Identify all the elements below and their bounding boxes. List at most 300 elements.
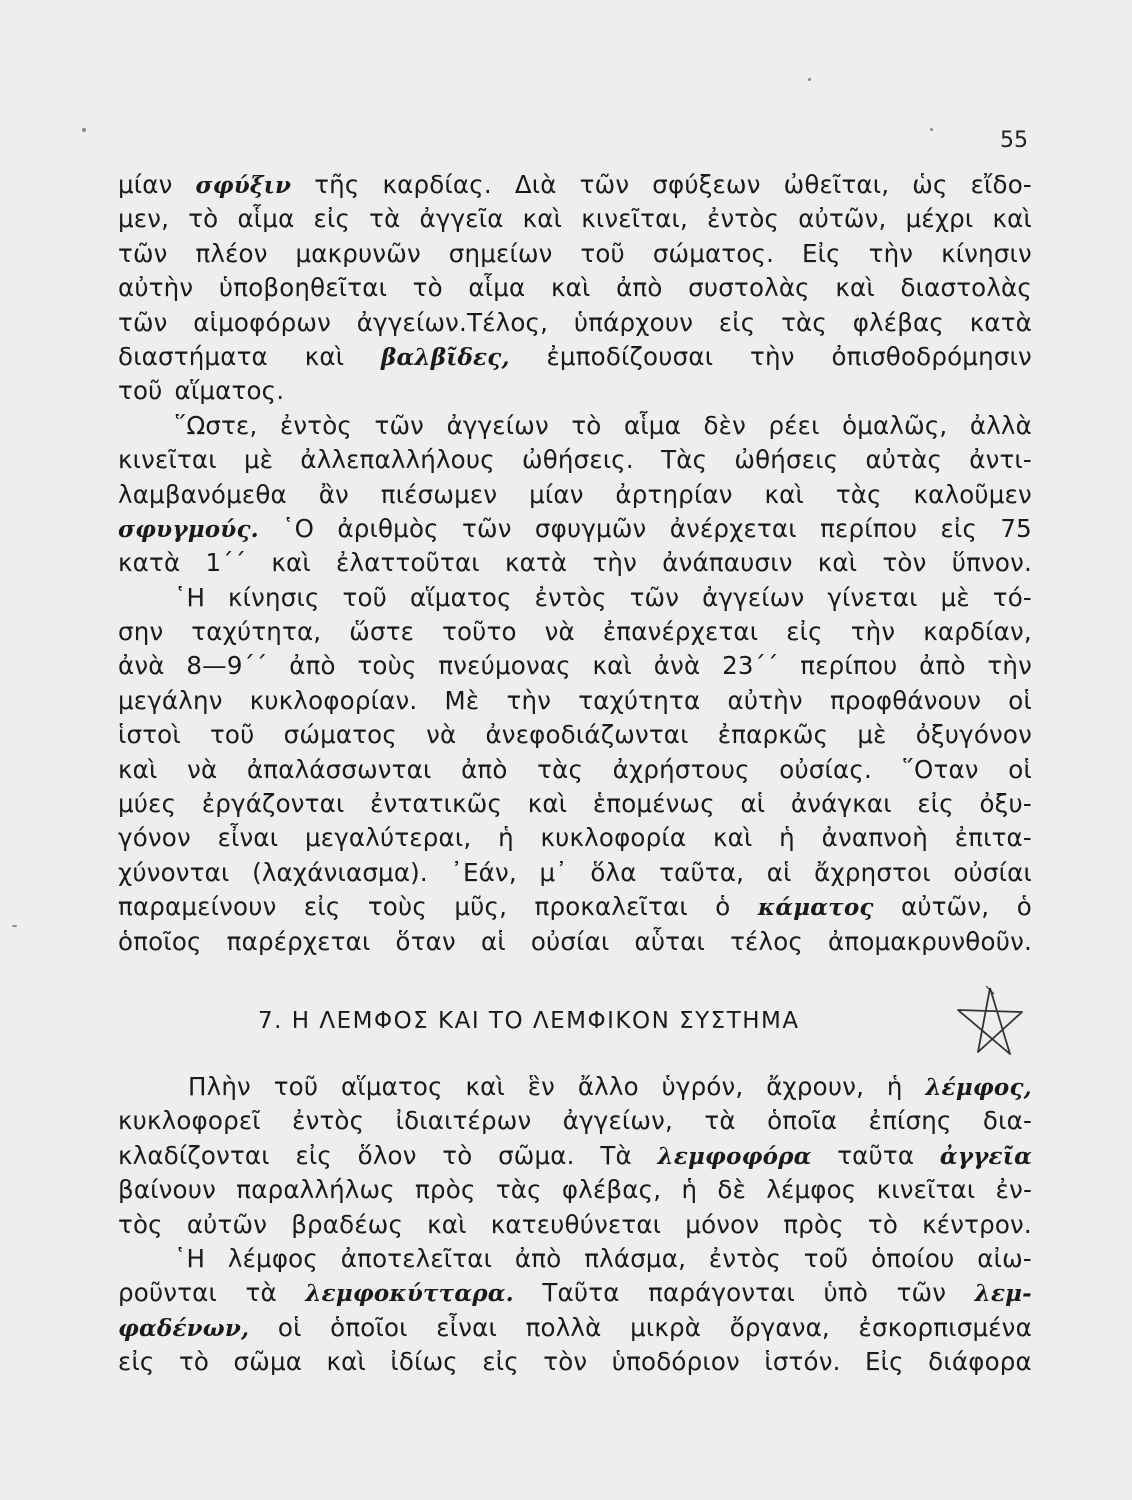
- word: τοῦ: [273, 1072, 319, 1101]
- word: ἀναπνοὴ: [821, 823, 928, 853]
- word: αὐτὰς: [865, 445, 943, 475]
- word: τὴν: [987, 651, 1032, 681]
- text-line: [118, 821, 1032, 855]
- text-line: [118, 340, 1032, 374]
- word: τὰ: [245, 1278, 277, 1308]
- word: καὶ: [465, 1072, 505, 1101]
- word: καρδίαν,: [923, 617, 1032, 647]
- word: κινεῖται: [118, 445, 217, 475]
- word: τῶν: [579, 170, 630, 199]
- word: λέμφος: [227, 1243, 318, 1273]
- text-line: [118, 787, 1032, 821]
- word: ῞Ωστε,: [174, 410, 258, 440]
- word: τό-: [992, 582, 1032, 612]
- word: δια-: [982, 1106, 1032, 1136]
- word: ταῦτα: [837, 1140, 915, 1170]
- word: ἐπαρκῶς: [717, 720, 829, 750]
- word: ἐντὸς: [279, 410, 353, 440]
- word: κατὰ: [504, 548, 568, 578]
- word: κατευθύνεται: [490, 1209, 662, 1239]
- text-line: [118, 684, 1032, 718]
- emphasized-term: κάματος: [757, 894, 874, 922]
- word: τὸ: [867, 1209, 899, 1239]
- word: τὸν: [882, 548, 927, 578]
- word: ἐντὸς: [707, 204, 780, 234]
- word: τὸν: [543, 1347, 588, 1377]
- word: τοὺς: [367, 892, 427, 922]
- word: βαίνουν: [118, 1175, 217, 1205]
- word: καὶ: [527, 789, 568, 819]
- word: τὴν: [850, 617, 896, 647]
- word: οὐσίαι: [530, 926, 610, 956]
- word: οὐσίαι: [953, 857, 1032, 887]
- word: ἰδιαιτέρων: [395, 1106, 532, 1136]
- text-line: [118, 718, 1032, 752]
- text-line: [118, 202, 1032, 236]
- word: μῦς,: [454, 892, 508, 922]
- word: ὑπάρχουν: [573, 307, 694, 337]
- text-line: [118, 168, 1032, 202]
- word: ὁποῖα: [767, 1106, 838, 1136]
- word: πρὸς: [415, 1175, 476, 1205]
- word: ἀνεφοδιάζωνται: [485, 720, 689, 750]
- word: κατὰ: [969, 307, 1032, 337]
- word: (λαχάνιασμα).: [252, 857, 428, 887]
- word: εἰς: [786, 617, 823, 647]
- word: ὥστε: [349, 617, 415, 647]
- word: ἀπὸ: [461, 754, 508, 784]
- word: νὰ: [426, 720, 457, 750]
- word: ἐντὸς: [534, 582, 607, 612]
- word: ὑπὸ: [823, 1278, 869, 1308]
- word: εἰς: [303, 892, 341, 922]
- word: κίνησις: [228, 582, 320, 612]
- word: μ᾿: [539, 857, 568, 887]
- word: οἱ: [277, 1312, 302, 1342]
- word: πρὸς: [783, 1209, 844, 1239]
- word: ἄλλο: [577, 1072, 639, 1101]
- word: Εἰς: [802, 238, 841, 268]
- word: καὶ: [817, 548, 858, 578]
- word: τῆς: [314, 170, 360, 199]
- text-line: [118, 581, 1032, 615]
- word: καὶ: [712, 823, 753, 853]
- word: ἐργάζονται: [201, 789, 345, 819]
- text-line: [118, 753, 1032, 787]
- emphasized-term: σφύξιν: [195, 172, 292, 199]
- word: αἰω-: [977, 1243, 1032, 1273]
- word: ὁποῖοι: [330, 1312, 408, 1342]
- word: Τὰς: [661, 445, 708, 475]
- word: ἀριθμὸς: [337, 513, 439, 543]
- word: ὅταν: [395, 926, 456, 956]
- word: περίπου: [800, 651, 898, 681]
- word: ὁποίου: [871, 1243, 955, 1273]
- word: ὡς: [912, 170, 948, 199]
- word: δὲ: [717, 1175, 747, 1205]
- word: ἀπὸ: [919, 651, 966, 681]
- word: οὐσίας.: [779, 754, 872, 784]
- word: τὴν: [750, 341, 795, 371]
- word: ὁ: [715, 892, 731, 922]
- word: χύνονται: [118, 857, 230, 887]
- word: παρέρχεται: [226, 926, 371, 956]
- word: καὶ: [592, 651, 632, 681]
- word: νὰ: [187, 754, 218, 784]
- word: τῶν: [118, 307, 168, 337]
- word: βραδέως: [291, 1209, 404, 1239]
- paragraphs-circulation: [118, 168, 1032, 959]
- word: καὶ: [427, 1209, 467, 1239]
- word: μίαν: [118, 170, 173, 199]
- word: αἵματος: [341, 1072, 443, 1101]
- word: ἐντατικῶς: [370, 789, 503, 819]
- word: σῶμα: [233, 1347, 303, 1377]
- emphasized-term: σφυγμούς.: [118, 515, 259, 543]
- section-heading: 7. Η ΛΕΜΦΟΣ ΚΑΙ ΤΟ ΛΕΜΦΙΚΟΝ ΣΥΣΤΗΜΑ: [258, 1008, 800, 1034]
- word: ἀγγείων.Τέλος,: [356, 307, 549, 337]
- word: ἓν: [527, 1072, 556, 1101]
- word: ἀχρήστους: [612, 754, 750, 784]
- word: εἰς: [313, 204, 351, 234]
- word: ὑποβοηθεῖται: [218, 273, 388, 303]
- word: 8—9΄΄: [186, 651, 268, 681]
- word: ἐπιτα-: [954, 823, 1032, 853]
- word: καὶ: [271, 548, 311, 578]
- word: εἰς: [118, 1347, 155, 1377]
- word: ἱστοὶ: [118, 720, 181, 750]
- word: καλοῦμεν: [913, 479, 1032, 509]
- word: πνεύμονας: [438, 651, 571, 681]
- word: τὸ: [571, 410, 602, 440]
- word: παραμείνουν: [118, 892, 277, 922]
- word: τῶν: [896, 1278, 947, 1308]
- text-line: [118, 306, 1032, 340]
- word: παραλλήλως: [236, 1175, 395, 1205]
- word: αἵματος: [409, 582, 512, 612]
- word: Διὰ: [514, 170, 557, 199]
- word: Μὲ: [444, 685, 480, 715]
- word: τῶν: [462, 513, 512, 543]
- word: φλέβας,: [561, 1175, 662, 1205]
- word: μεγάλην: [118, 685, 223, 715]
- text-line: [118, 1242, 1032, 1276]
- word: τὰς: [781, 307, 827, 337]
- word: ἐπίσης: [868, 1106, 952, 1136]
- word: οἱ: [1008, 754, 1032, 784]
- word: αἱμοφόρων: [193, 307, 332, 337]
- text-line: [118, 1345, 1032, 1379]
- word: καὶ: [992, 204, 1032, 234]
- word: καὶ: [118, 754, 158, 784]
- emphasized-term: λεμφοφόρα: [657, 1142, 812, 1170]
- word: ἡ: [886, 1072, 903, 1101]
- word: ταχύτητα,: [191, 617, 322, 647]
- word: τὸς: [118, 1209, 163, 1239]
- text-line: [118, 512, 1032, 546]
- word: ῾Ο: [282, 513, 315, 543]
- word: 23΄΄: [722, 651, 779, 681]
- emphasized-term: βαλβῖδες,: [381, 343, 510, 371]
- word: ἀλλεπαλλήλους: [300, 445, 495, 475]
- word: ἀντι-: [969, 445, 1032, 475]
- word: παράγονται: [648, 1278, 796, 1308]
- emphasized-term: λεμ-: [974, 1280, 1032, 1308]
- word: γόνον: [118, 823, 191, 853]
- word: μόνον: [685, 1209, 760, 1239]
- word: Εἰς: [865, 1347, 904, 1377]
- margin-speck: [808, 78, 811, 81]
- word: τοὺς: [357, 651, 417, 681]
- word: αἵματος.: [174, 376, 285, 406]
- word: τὸ: [178, 1347, 210, 1377]
- word: πλάσμα,: [584, 1243, 687, 1273]
- word: ὁμαλῶς,: [842, 410, 948, 440]
- word: ὠθήσεις: [734, 445, 839, 475]
- text-line: [118, 1104, 1032, 1138]
- word: ἀπαλάσσωνται: [246, 754, 432, 784]
- paragraphs-lymph: [118, 1070, 1032, 1380]
- word: τὸ: [188, 204, 219, 234]
- word: μὲ: [243, 445, 274, 475]
- word: ταχύτητα: [578, 685, 701, 715]
- word: τὴν: [506, 685, 552, 715]
- text-line: [118, 374, 1032, 408]
- word: σφυγμῶν: [534, 513, 647, 543]
- emphasized-term: φαδένων,: [118, 1314, 250, 1342]
- word: καὶ: [522, 204, 563, 234]
- word: αἷμα: [623, 410, 681, 440]
- word: μίαν: [529, 479, 584, 509]
- word: κυκλοφορία: [540, 823, 687, 853]
- word: ἀπὸ: [514, 1243, 562, 1273]
- word: ἡ: [498, 823, 514, 853]
- word: ἀνάπαυσιν: [662, 548, 793, 578]
- word: εἴδο-: [970, 170, 1032, 199]
- word: κλαδίζονται: [118, 1140, 270, 1170]
- word: αἷμα: [468, 273, 526, 303]
- word: ἀπὸ: [616, 273, 663, 303]
- word: ῾Η: [174, 1243, 206, 1273]
- word: περίπου: [820, 513, 918, 543]
- word: μὲ: [940, 582, 970, 612]
- word: ὁ: [1016, 892, 1032, 922]
- word: μύες: [118, 789, 177, 819]
- word: Τὰ: [600, 1140, 632, 1170]
- word: ὁποῖος: [118, 926, 202, 956]
- word: αὐτὴν: [727, 685, 803, 715]
- word: ἡ: [681, 1175, 698, 1205]
- word: σην: [118, 617, 164, 647]
- word: Πλὴν: [188, 1072, 251, 1101]
- word: σώματος: [283, 720, 397, 750]
- word: σημείων: [448, 238, 553, 268]
- word: εἰς: [917, 789, 954, 819]
- text-line: [118, 443, 1032, 477]
- word: πολλὰ: [525, 1312, 602, 1342]
- word: Ταῦτα: [542, 1278, 620, 1308]
- word: νὰ: [544, 617, 575, 647]
- word: ὀξυγόνον: [915, 720, 1032, 750]
- word: τὴν: [868, 238, 914, 268]
- margin-speck: [12, 925, 17, 927]
- handdrawn-star-mark-icon: [950, 982, 1030, 1062]
- word: τοῦ: [342, 582, 388, 612]
- word: ὀπισθοδρόμησιν: [831, 341, 1032, 371]
- text-line: [118, 1276, 1032, 1310]
- word: πιέσωμεν: [380, 479, 498, 509]
- word: ῞Οταν: [901, 754, 979, 784]
- word: προφθάνουν: [829, 685, 982, 715]
- word: ἀρτηρίαν: [615, 479, 733, 509]
- word: ἀγγείων,: [562, 1106, 674, 1136]
- word: ἄχρηστοι: [814, 857, 931, 887]
- word: ἰδίως: [390, 1347, 458, 1377]
- word: ἀλλὰ: [969, 410, 1032, 440]
- word: διάφορα: [928, 1347, 1032, 1377]
- word: τῶν: [629, 582, 680, 612]
- word: τοῦ: [803, 1243, 849, 1273]
- word: δὲν: [703, 410, 746, 440]
- word: αἱ: [740, 789, 766, 819]
- word: καρδίας.: [382, 170, 492, 199]
- word: εἶναι: [217, 823, 279, 853]
- text-line: [118, 1173, 1032, 1207]
- word: ρέει: [768, 410, 820, 440]
- word: εἰς: [295, 1140, 332, 1170]
- word: λέμφος: [766, 1175, 857, 1205]
- word: φλέβας: [852, 307, 944, 337]
- word: ἀγγείων: [446, 410, 549, 440]
- word: ὑποδόριον: [611, 1347, 740, 1377]
- text-line: [118, 478, 1032, 512]
- word: ἐν-: [995, 1175, 1032, 1205]
- word: σφύξεων: [652, 170, 761, 199]
- word: αὗται: [634, 926, 706, 956]
- word: τὰ: [369, 204, 401, 234]
- word: ὅλον: [357, 1140, 417, 1170]
- word: αὐτῶν,: [901, 892, 990, 922]
- text-line: [118, 1139, 1032, 1173]
- word: κυκλοφορεῖ: [118, 1106, 261, 1136]
- text-line: [118, 546, 1032, 580]
- word: ὠθήσεις.: [522, 445, 634, 475]
- word: μεν,: [118, 204, 170, 234]
- text-line: [118, 615, 1032, 649]
- word: προκαλεῖται: [534, 892, 688, 922]
- text-line: [118, 890, 1032, 924]
- word: οἱ: [1008, 685, 1032, 715]
- word: καὶ: [304, 341, 345, 371]
- text-line: [118, 237, 1032, 271]
- word: μέχρι: [905, 204, 974, 234]
- word: ἀνέρχεται: [669, 513, 797, 543]
- text-line: [118, 1070, 1032, 1104]
- emphasized-term: ἀγγεῖα: [939, 1142, 1032, 1170]
- word: διαστήματα: [118, 341, 268, 371]
- word: ἐλαττοῦται: [336, 548, 480, 578]
- word: ῾Η: [174, 582, 206, 612]
- word: τὰ: [704, 1106, 736, 1136]
- margin-speck: [930, 128, 933, 131]
- word: τὰς: [537, 754, 584, 784]
- word: ἀνάγκαι: [790, 789, 892, 819]
- word: ἀνὰ: [653, 651, 701, 681]
- word: διαστολὰς: [900, 273, 1032, 303]
- word: τοῦ: [209, 720, 255, 750]
- word: κέντρον.: [922, 1209, 1032, 1239]
- word: τὰς: [835, 479, 882, 509]
- page-number: 55: [1000, 128, 1028, 153]
- word: ὠθεῖται,: [783, 170, 890, 199]
- word: ἀπομακρυνθοῦν.: [828, 926, 1032, 956]
- word: ἄχρουν,: [766, 1072, 865, 1101]
- word: καὶ: [835, 273, 875, 303]
- word: λαμβανόμεθα: [118, 479, 287, 509]
- word: πλέον: [195, 238, 268, 268]
- word: τοῦ: [580, 238, 625, 268]
- word: ἐπανέρχεται: [602, 617, 759, 647]
- word: 75: [1000, 513, 1032, 543]
- word: σώματος.: [652, 238, 775, 268]
- word: εἶναι: [436, 1312, 497, 1342]
- word: μικρὰ: [630, 1312, 702, 1342]
- text-line: [118, 649, 1032, 683]
- word: ἀποτελεῖται: [340, 1243, 493, 1273]
- word: καὶ: [326, 1347, 366, 1377]
- word: ἂν: [318, 479, 349, 509]
- word: αὐτὴν: [118, 273, 194, 303]
- word: γίνεται: [827, 582, 918, 612]
- word: ᾿Εάν,: [450, 857, 517, 887]
- word: τὴν: [592, 548, 638, 578]
- word: συστολὰς: [688, 273, 810, 303]
- word: ἐντὸς: [708, 1243, 781, 1273]
- word: αἱ: [480, 926, 506, 956]
- word: κίνησιν: [941, 238, 1032, 268]
- word: ἡ: [779, 823, 795, 853]
- emphasized-term: λεμφοκύτταρα.: [305, 1280, 514, 1308]
- word: κινεῖται,: [581, 204, 688, 234]
- word: αἱ: [766, 857, 792, 887]
- word: αὐτῶν: [186, 1209, 268, 1239]
- word: μεγαλύτεραι,: [305, 823, 472, 853]
- text-line: [118, 271, 1032, 305]
- word: τὸ: [442, 1140, 473, 1170]
- word: τὰς: [495, 1175, 542, 1205]
- emphasized-term: λέμφος,: [925, 1074, 1032, 1101]
- word: τέλος: [730, 926, 803, 956]
- word: εἰς: [940, 513, 978, 543]
- word: ἐσκορπισμένα: [858, 1312, 1032, 1342]
- word: ἱστόν.: [764, 1347, 841, 1377]
- margin-speck: [82, 128, 86, 132]
- word: ὑγρόν,: [661, 1072, 744, 1101]
- word: κατὰ: [118, 548, 181, 578]
- word: αὐτῶν,: [798, 204, 887, 234]
- word: ὅλα: [590, 857, 637, 887]
- word: ἐμποδίζουσαι: [546, 341, 714, 371]
- word: εἰς: [482, 1347, 519, 1377]
- word: ἑπομένως: [592, 789, 715, 819]
- text-line: [118, 1208, 1032, 1242]
- word: κινεῖται: [876, 1175, 976, 1205]
- word: τῶν: [118, 238, 168, 268]
- text-line: [118, 1311, 1032, 1345]
- word: ὄργανα,: [729, 1312, 830, 1342]
- word: καὶ: [550, 273, 591, 303]
- word: ὕπνον.: [951, 548, 1032, 578]
